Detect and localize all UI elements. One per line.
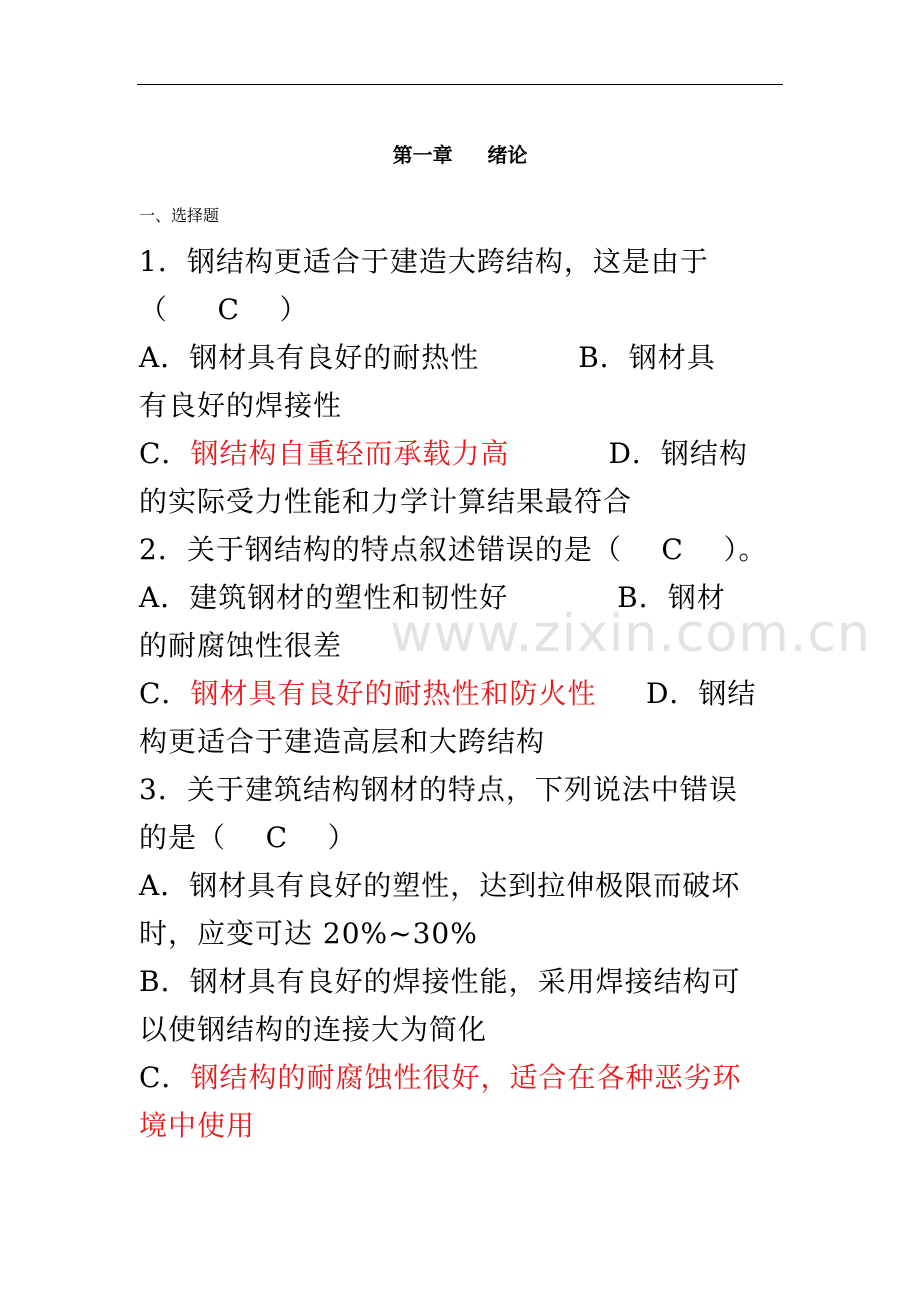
correct-answer-text: 钢材具有良好的耐热性和防火性 <box>190 677 597 710</box>
correct-answer-text: 钢结构自重轻而承载力高 <box>190 437 510 470</box>
q3-option-c-line-1 <box>139 1060 741 1096</box>
option-suffix: D．钢结 <box>596 677 757 710</box>
q1-answer-line: （ C ） <box>139 293 309 326</box>
q1-option-b-line: 有良好的焊接性 <box>139 389 343 422</box>
q3-stem-line-2: 的是（ C ） <box>139 821 357 854</box>
q3-option-b-line-2: 以使钢结构的连接大为简化 <box>139 1013 488 1046</box>
watermark: www.zixin.com.cn <box>390 604 871 664</box>
q3-option-a-line-1: A．钢材具有良好的塑性，达到拉伸极限而破坏 <box>139 869 741 902</box>
q3-stem-line-1: 3．关于建筑结构钢材的特点，下列说法中错误 <box>139 773 738 806</box>
q1-stem-line-1: 1．钢结构更适合于建造大跨结构，这是由于 <box>139 245 709 278</box>
option-prefix: C． <box>139 677 191 710</box>
q2-option-a-line: A．建筑钢材的塑性和韧性好 B．钢材 <box>139 581 726 614</box>
option-suffix: D．钢结构 <box>509 437 748 470</box>
q2-option-d-line: 构更适合于建造高层和大跨结构 <box>139 725 546 758</box>
chapter-title: 第一章 绪论 <box>392 143 528 167</box>
q1-option-d-line: 的实际受力性能和力学计算结果最符合 <box>139 485 633 518</box>
q1-option-c-line <box>139 436 748 472</box>
option-prefix: C． <box>139 437 191 470</box>
correct-answer-text: 钢结构的耐腐蚀性很好，适合在各种恶劣环 <box>190 1061 742 1094</box>
option-prefix: C． <box>139 1061 191 1094</box>
section-heading: 一、选择题 <box>139 206 220 225</box>
q3-option-c-line-2 <box>139 1108 255 1144</box>
q2-option-c-line <box>139 676 756 712</box>
header-rule <box>137 84 783 85</box>
q1-option-a-line: A．钢材具有良好的耐热性 B．钢材具 <box>139 341 716 374</box>
q3-option-a-line-2: 时，应变可达 20%~30% <box>139 917 478 950</box>
correct-answer-text: 境中使用 <box>139 1109 256 1142</box>
q3-option-b-line-1: B．钢材具有良好的焊接性能，采用焊接结构可 <box>139 965 741 998</box>
q2-option-b-line: 的耐腐蚀性很差 <box>139 629 343 662</box>
q2-stem-line: 2．关于钢结构的特点叙述错误的是（ C ）。 <box>139 533 768 566</box>
